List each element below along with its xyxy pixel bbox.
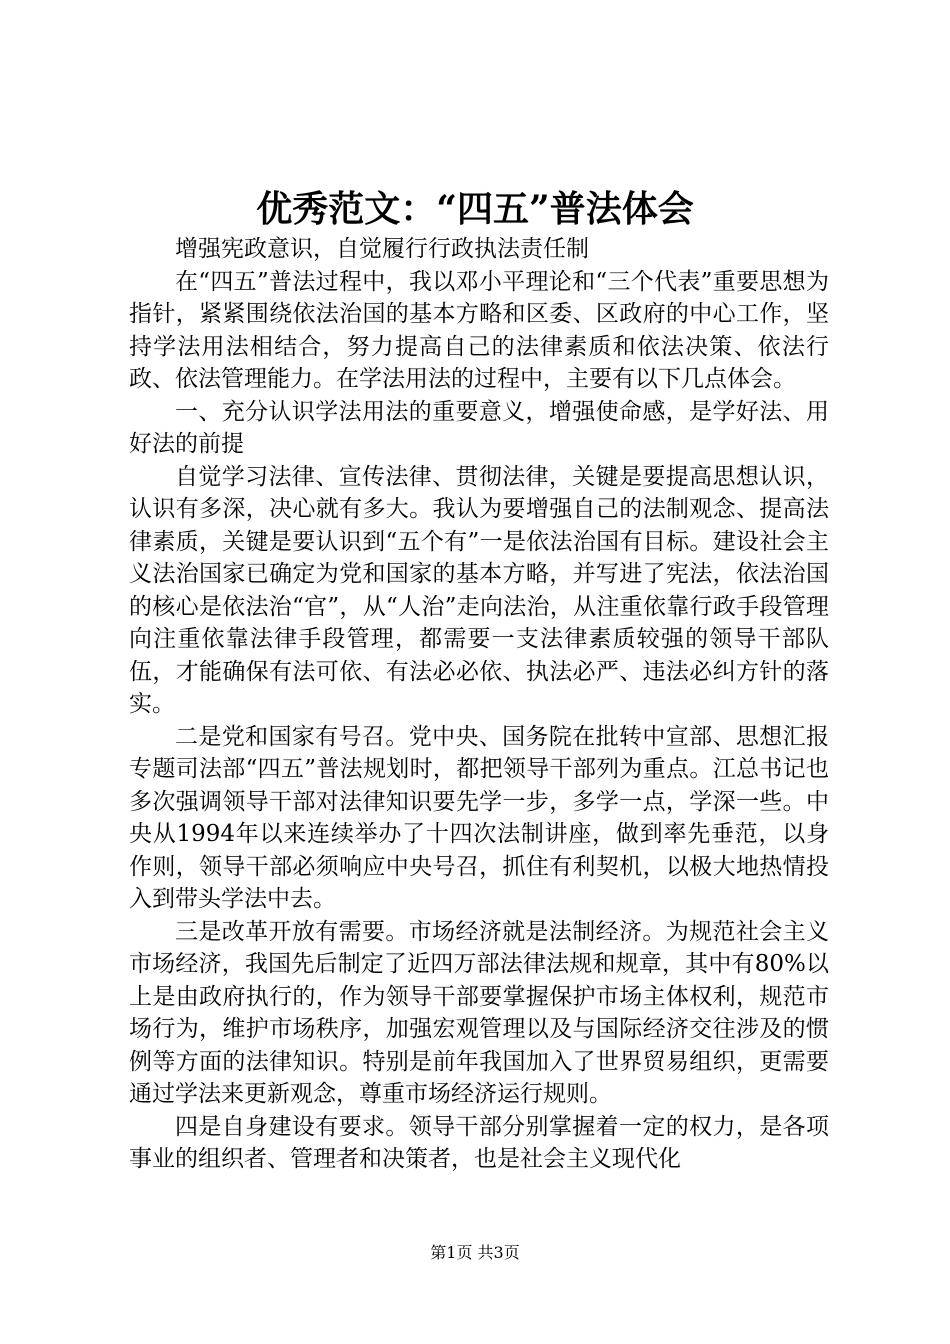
section-subtitle: 增强宪政意识，自觉履行行政执法责任制	[175, 236, 589, 262]
paragraph: 三是改革开放有需要。市场经济就是法制经济。为规范社会主义市场经济，我国先后制定了近四万部法律法规和规章，其中有80%以上是由政府执行的，作为领导干部要掌握保护市场主体权利，规范市场行为，维护市场秩序，加强宏观管理以及与国际经济交往涉及的惯例等方面的法律知识。特别是前年我国加入了世界贸易组织，更需要通过学法来更新观念，尊重市场经济运行规则。	[129, 918, 829, 1107]
page-number-footer: 第1页 共3页	[430, 1243, 520, 1262]
paragraph: 在“四五”普法过程中，我以邓小平理论和“三个代表”重要思想为指针，紧紧围绕依法治国的基本方略和区委、区政府的中心工作，坚持学法用法相结合，努力提高自己的法律素质和依法决策、依法行政、依法管理能力。在学法用法的过程中，主要有以下几点体会。	[129, 268, 829, 392]
section-heading: 一、充分认识学法用法的重要意义，增强使命感，是学好法、用好法的前提	[129, 398, 829, 457]
paragraph: 二是党和国家有号召。党中央、国务院在批转中宣部、思想汇报专题司法部“四五”普法规划时，都把领导干部列为重点。江总书记也多次强调领导干部对法律知识要先学一步，多学一点，学深一些。中央从1994年以来连续举办了十四次法制讲座，做到率先垂范，以身作则，领导干部必须响应中央号召，抓住有利契机，以极大地热情投入到带头学法中去。	[129, 723, 829, 912]
document-title: 优秀范文：“四五”普法体会	[256, 188, 694, 230]
paragraph: 四是自身建设有要求。领导干部分别掌握着一定的权力，是各项事业的组织者、管理者和决策者，也是社会主义现代化	[129, 1113, 829, 1172]
document-body	[129, 233, 829, 1176]
paragraph: 自觉学习法律、宣传法律、贯彻法律，关键是要提高思想认识，认识有多深，决心就有多大。我认为要增强自己的法制观念、提高法律素质，关键是要认识到“五个有”一是依法治国有目标。建设社会主义法治国家已确定为党和国家的基本方略，并写进了宪法，依法治国的核心是依法治“官”，从“人治”走向法治，从注重依靠行政手段管理向注重依靠法律手段管理，都需要一支法律素质较强的领导干部队伍，才能确保有法可依、有法必必依、执法必严、违法必纠方针的落实。	[129, 463, 829, 717]
